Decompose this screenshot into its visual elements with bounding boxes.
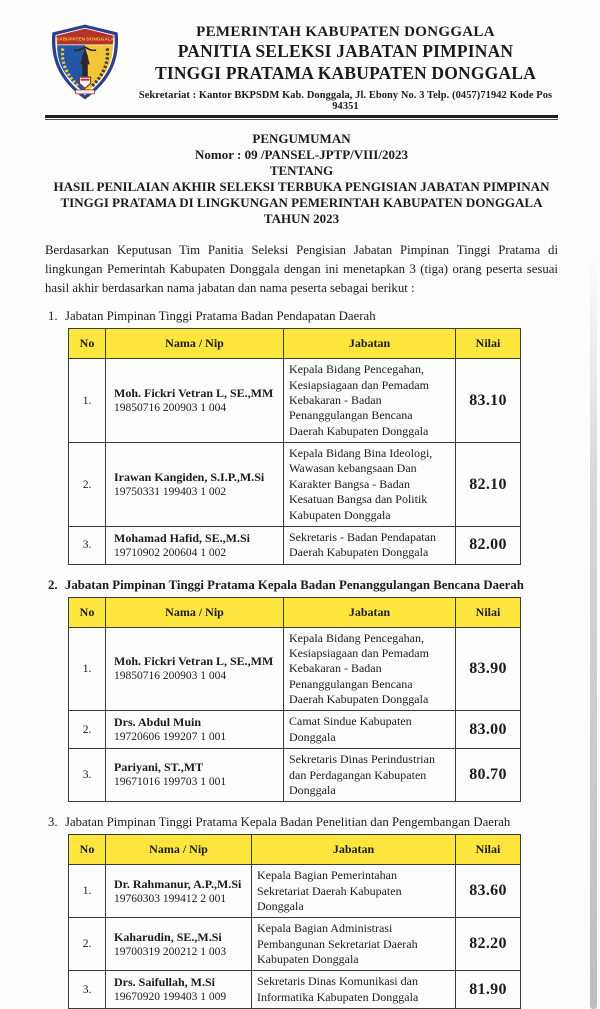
candidate-name: Moh. Fickri Vetran L, SE.,MM	[114, 654, 274, 669]
name-nip-cell	[106, 865, 252, 918]
score-cell: 81.90	[456, 971, 521, 1009]
scan-shadow-artifact	[590, 255, 597, 1009]
name-nip-cell	[106, 627, 284, 711]
column-header-no: No	[69, 329, 106, 359]
name-nip-cell	[106, 711, 284, 749]
announcement-tentang: TENTANG	[269, 162, 334, 178]
table-row	[69, 971, 521, 1009]
logo-banner-text: KABUPATEN DONGGALA	[55, 37, 115, 43]
column-header-nama-nip: Nama / Nip	[106, 835, 252, 865]
section-bpbd	[45, 578, 558, 803]
section-badan-pendapatan	[45, 309, 558, 564]
table-row	[69, 359, 521, 443]
column-header-no: No	[69, 597, 106, 627]
table-header-row	[69, 835, 521, 865]
candidate-name: Drs. Abdul Muin	[114, 715, 202, 730]
column-header-no: No	[69, 835, 106, 865]
section-title: Jabatan Pimpinan Tinggi Pratama Badan Pendapatan Daerah	[65, 309, 376, 324]
score-cell: 82.10	[456, 443, 521, 527]
position-cell: Kepala Bidang Pencegahan, Kesiapsiagaan dan Pemadam Kebakaran - Badan Penanggulangan Bencana Daerah Kabupaten Donggala	[284, 359, 456, 443]
table-row	[69, 918, 521, 971]
row-number: 2.	[69, 918, 106, 971]
table-row	[69, 526, 521, 564]
position-cell: Kepala Bidang Pencegahan, Kesiapsiagaan dan Pemadam Kebakaran - Badan Penanggulangan Bencana Daerah Kabupaten Donggala	[284, 627, 456, 711]
results-table	[68, 597, 521, 803]
letterhead-text	[133, 20, 558, 112]
column-header-nilai: Nilai	[456, 597, 521, 627]
name-nip-cell	[106, 526, 284, 564]
section-title: Jabatan Pimpinan Tinggi Pratama Kepala Badan Penelitian dan Pengembangan Daerah	[65, 815, 511, 830]
section-heading	[45, 309, 558, 324]
announcement-title: PENGUMUMAN	[252, 130, 351, 146]
candidate-nip: 19670920 199403 1 009	[114, 991, 227, 1004]
section-title: Jabatan Pimpinan Tinggi Pratama Kepala Badan Penanggulangan Bencana Daerah	[65, 577, 524, 592]
table-row	[69, 443, 521, 527]
intro-paragraph: Berdasarkan Keputusan Tim Panitia Seleksi Pengisian Jabatan Pimpinan Tinggi Pratama di lingkungan Pemerintah Kabupaten Donggala dengan ini menetapkan 3 (tiga) orang peserta sesuai hasil akhir berdasarkan nama jabatan dan nama peserta sebagai berikut :	[45, 242, 558, 296]
table-row	[69, 627, 521, 711]
section-balitbang	[45, 815, 558, 1009]
candidate-nip: 19760303 199412 2 001	[114, 892, 227, 905]
row-number: 2.	[69, 443, 106, 527]
column-header-nilai: Nilai	[456, 329, 521, 359]
letterhead-secretariat-line: Sekretariat : Kantor BKPSDM Kab. Donggala, Jl. Ebony No. 3 Telp. (0457)71942 Kode Pos 94351	[138, 89, 553, 112]
candidate-nip: 19850716 200903 1 004	[114, 670, 227, 683]
table-row	[69, 749, 521, 802]
position-cell: Kepala Bagian Administrasi Pembangunan Sekretariat Daerah Kabupaten Donggala	[252, 918, 456, 971]
candidate-name: Irawan Kangiden, S.I.P.,M.Si	[114, 469, 265, 484]
letterhead	[45, 20, 558, 112]
letterhead-divider-thin	[45, 119, 558, 120]
score-cell: 83.10	[456, 359, 521, 443]
column-header-nilai: Nilai	[456, 835, 521, 865]
candidate-name: Kaharudin, SE.,M.Si	[114, 929, 222, 944]
letterhead-committee-line1: PANITIA SELEKSI JABATAN PIMPINAN	[177, 41, 514, 61]
position-cell: Kepala Bagian Pemerintahan Sekretariat Daerah Kabupaten Donggala	[252, 865, 456, 918]
candidate-name: Pariyani, ST.,MT	[114, 760, 204, 775]
table-header-row	[69, 597, 521, 627]
sections	[45, 309, 558, 1009]
table-header-row	[69, 329, 521, 359]
row-number: 1.	[69, 359, 106, 443]
name-nip-cell	[106, 359, 284, 443]
score-cell: 80.70	[456, 749, 521, 802]
letterhead-government-line: PEMERINTAH KABUPATEN DONGGALA	[196, 24, 495, 40]
name-nip-cell	[106, 443, 284, 527]
row-number: 3.	[69, 526, 106, 564]
row-number: 1.	[69, 865, 106, 918]
column-header-jabatan: Jabatan	[284, 329, 456, 359]
section-heading	[45, 578, 558, 593]
candidate-nip: 19710902 200604 1 002	[114, 546, 227, 559]
candidate-name: Dr. Rahmanur, A.P.,M.Si	[114, 876, 242, 891]
column-header-jabatan: Jabatan	[252, 835, 456, 865]
candidate-name: Drs. Saifullah, M.Si	[114, 975, 216, 990]
position-cell: Kepala Bidang Bina Ideologi, Wawasan kebangsaan Dan Karakter Bangsa - Badan Kesatuan Bangsa dan Politik Kabupaten Donggala	[284, 443, 456, 527]
score-cell: 83.00	[456, 711, 521, 749]
candidate-nip: 19720606 199207 1 001	[114, 731, 227, 744]
score-cell: 83.90	[456, 627, 521, 711]
section-number: 2.	[48, 577, 58, 592]
name-nip-cell	[106, 971, 252, 1009]
section-number: 3.	[48, 815, 58, 830]
section-number: 1.	[48, 309, 58, 324]
score-cell: 83.60	[456, 865, 521, 918]
title-block	[45, 131, 558, 227]
candidate-nip: 19850716 200903 1 004	[114, 402, 227, 415]
letterhead-divider-thick	[45, 115, 558, 118]
row-number: 3.	[69, 749, 106, 802]
table-row	[69, 711, 521, 749]
candidate-name: Mohamad Hafid, SE.,M.Si	[114, 530, 251, 545]
donggala-coat-of-arms-icon	[45, 20, 133, 101]
candidate-nip: 19671016 199703 1 001	[114, 776, 227, 789]
score-cell: 82.00	[456, 526, 521, 564]
candidate-name: Moh. Fickri Vetran L, SE.,MM	[114, 386, 274, 401]
announcement-number: Nomor : 09 /PANSEL-JPTP/VIII/2023	[195, 146, 408, 162]
row-number: 1.	[69, 627, 106, 711]
letterhead-committee-line2: TINGGI PRATAMA KABUPATEN DONGGALA	[154, 62, 537, 83]
position-cell: Sekretaris Dinas Perindustrian dan Perdagangan Kabupaten Donggala	[284, 749, 456, 802]
name-nip-cell	[106, 749, 284, 802]
score-cell: 82.20	[456, 918, 521, 971]
name-nip-cell	[106, 918, 252, 971]
table-row	[69, 865, 521, 918]
row-number: 2.	[69, 711, 106, 749]
position-cell: Camat Sindue Kabupaten Donggala	[284, 711, 456, 749]
column-header-nama-nip: Nama / Nip	[106, 597, 284, 627]
announcement-subject: HASIL PENILAIAN AKHIR SELEKSI TERBUKA PENGISIAN JABATAN PIMPINAN TINGGI PRATAMA DI LINGKUNGAN PEMERINTAH KABUPATEN DONGGALA TAHUN 2023	[53, 178, 550, 226]
candidate-nip: 19750331 199403 1 002	[114, 485, 227, 498]
position-cell: Sekretaris - Badan Pendapatan Daerah Kabupaten Donggala	[284, 526, 456, 564]
column-header-nama-nip: Nama / Nip	[106, 329, 284, 359]
row-number: 3.	[69, 971, 106, 1009]
position-cell: Sekretaris Dinas Komunikasi dan Informatika Kabupaten Donggala	[252, 971, 456, 1009]
candidate-nip: 19700319 200212 1 003	[114, 945, 227, 958]
column-header-jabatan: Jabatan	[284, 597, 456, 627]
results-table	[68, 328, 521, 564]
results-table	[68, 834, 521, 1009]
